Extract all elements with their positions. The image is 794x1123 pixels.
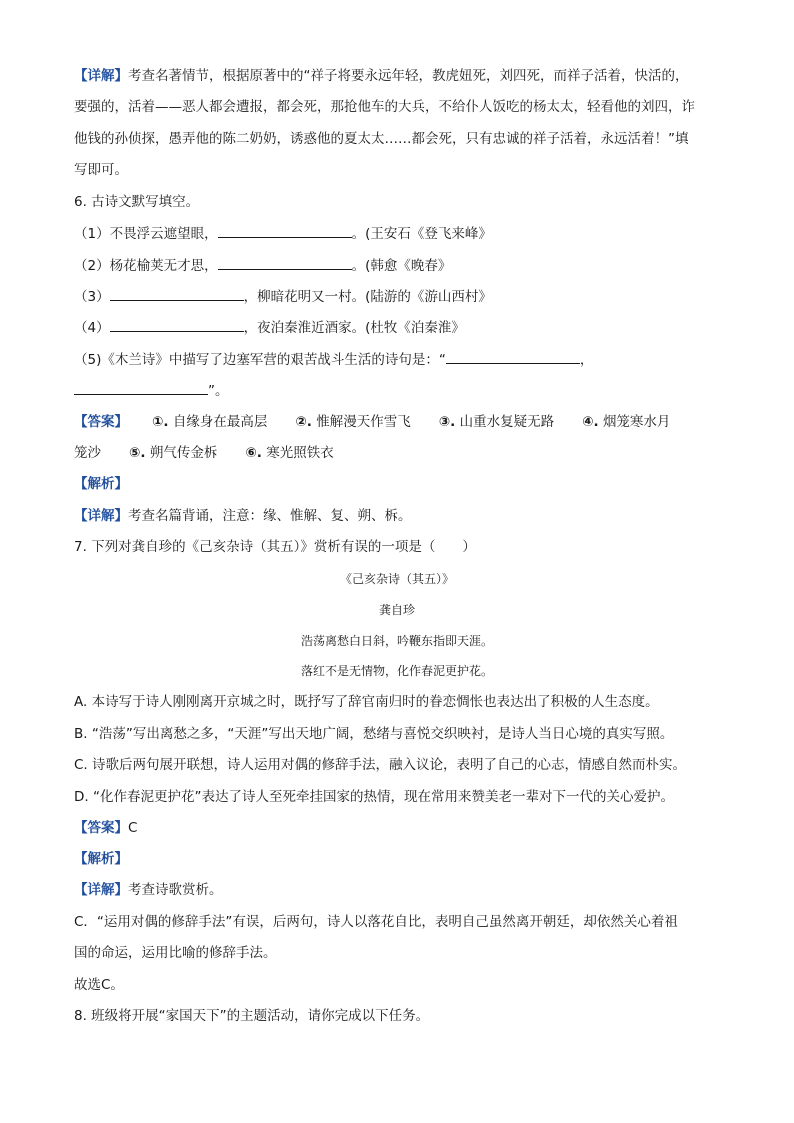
q7-answer: 【答案】C — [74, 820, 138, 836]
q5-detail-line-3: 他钱的孙侦探，愚弄他的陈二奶奶，诱惑他的夏太太……都会死，只有忠诚的祥子活着，永远活着！”填 — [74, 131, 689, 147]
answer-3: ③. 山重水复疑无路 — [438, 414, 555, 430]
q6-detail: 【详解】考查名篇背诵，注意：缘、惟解、复、朔、柝。 — [74, 508, 412, 524]
poem-author: 龚自珍 — [378, 603, 415, 617]
answer-blank[interactable] — [74, 380, 208, 395]
q7-explain-line-2: 国的命运，运用比喻的修辞手法。 — [74, 945, 277, 961]
answer-blank[interactable] — [218, 255, 352, 270]
answer-blank[interactable] — [218, 223, 352, 238]
q7-option-b: B. “浩荡”写出离愁之多，“天涯”写出天地广阔，愁绪与喜悦交织映衬，是诗人当日心境的真实写照。 — [74, 726, 674, 742]
q7-option-c: C. 诗歌后两句展开联想，诗人运用对偶的修辞手法，融入议论，表明了自己的心志，情感自然而朴实。 — [74, 757, 687, 773]
q7-title: 7. 下列对龚自珍的《己亥杂诗（其五）》赏析有误的一项是（ ） — [74, 539, 476, 555]
answer-blank[interactable] — [110, 317, 244, 332]
q6-item-4: （4） ，夜泊秦淮近酒家。(杜牧《泊秦淮》 — [74, 317, 465, 338]
q6-item-5-line-1: （5)《木兰诗》中描写了边塞军营的艰苦战斗生活的诗句是：“ ， — [74, 349, 593, 370]
q6-title: 6. 古诗文默写填空。 — [74, 194, 200, 210]
q7-choose: 故选C。 — [74, 977, 124, 993]
q7-option-d: D. “化作春泥更护花”表达了诗人至死牵挂国家的热情，现在常用来赞美老一辈对下一代的关心爱护。 — [74, 789, 674, 805]
q7-analysis-tag: 【解析】 — [74, 851, 128, 867]
answer-2: ②. 惟解漫天作雪飞 — [295, 414, 411, 430]
q6-answer-line-1: 【答案】 ①. 自缘身在最高层 ②. 惟解漫天作雪飞 ③. 山重水复疑无路 ④. 烟笼寒水月 — [74, 414, 671, 430]
q7-option-a: A. 本诗写于诗人刚刚离开京城之时，既抒写了辞官南归时的眷恋惆怅也表达出了积极的人生态度。 — [74, 694, 659, 710]
q7-explain-line-1: C．“运用对偶的修辞手法”有误，后两句，诗人以落花自比，表明自己虽然离开朝廷，却依然关心着祖 — [74, 914, 678, 930]
q6-item-1: （1）不畏浮云遮望眼， 。(王安石《登飞来峰》 — [74, 223, 492, 244]
detail-tag: 【详解】 — [74, 68, 128, 84]
answer-4: ④. 烟笼寒水月 — [582, 414, 671, 430]
q6-item-5-line-2: ”。 — [74, 380, 229, 401]
q7-detail: 【详解】考查诗歌赏析。 — [74, 882, 223, 898]
poem-line-1: 浩荡离愁白日斜，吟鞭东指即天涯。 — [300, 634, 493, 648]
poem-title: 《己亥杂诗（其五）》 — [339, 572, 454, 586]
answer-blank[interactable] — [446, 349, 580, 364]
answer-1: ①. 自缘身在最高层 — [152, 414, 268, 430]
q6-analysis-tag: 【解析】 — [74, 476, 128, 492]
q5-detail-line-4: 写即可。 — [74, 162, 128, 178]
q6-item-2: （2）杨花榆荚无才思， 。(韩愈《晚春》 — [74, 255, 451, 276]
poem-line-2: 落红不是无情物，化作春泥更护花。 — [300, 664, 493, 678]
q8-title: 8. 班级将开展“家国天下”的主题活动，请你完成以下任务。 — [74, 1008, 430, 1024]
answer-6: ⑥. 寒光照铁衣 — [245, 445, 334, 461]
q6-answer-line-2: 笼沙 ⑤. 朔气传金柝 ⑥. 寒光照铁衣 — [74, 445, 334, 461]
answer-blank[interactable] — [110, 286, 244, 301]
q5-detail-line-2: 要强的，活着——恶人都会遭报，都会死，那抢他车的大兵，不给仆人饭吃的杨太太，轻看他的刘四，诈 — [74, 99, 695, 115]
q5-detail-line-1: 【详解】考查名著情节，根据原著中的“祥子将要永远年轻，教虎妞死，刘四死，而祥子活着，快活的， — [74, 68, 689, 84]
q6-item-3: （3） ，柳暗花明又一村。(陆游的《游山西村》 — [74, 286, 492, 307]
answer-5: ⑤. 朔气传金柝 — [129, 445, 218, 461]
